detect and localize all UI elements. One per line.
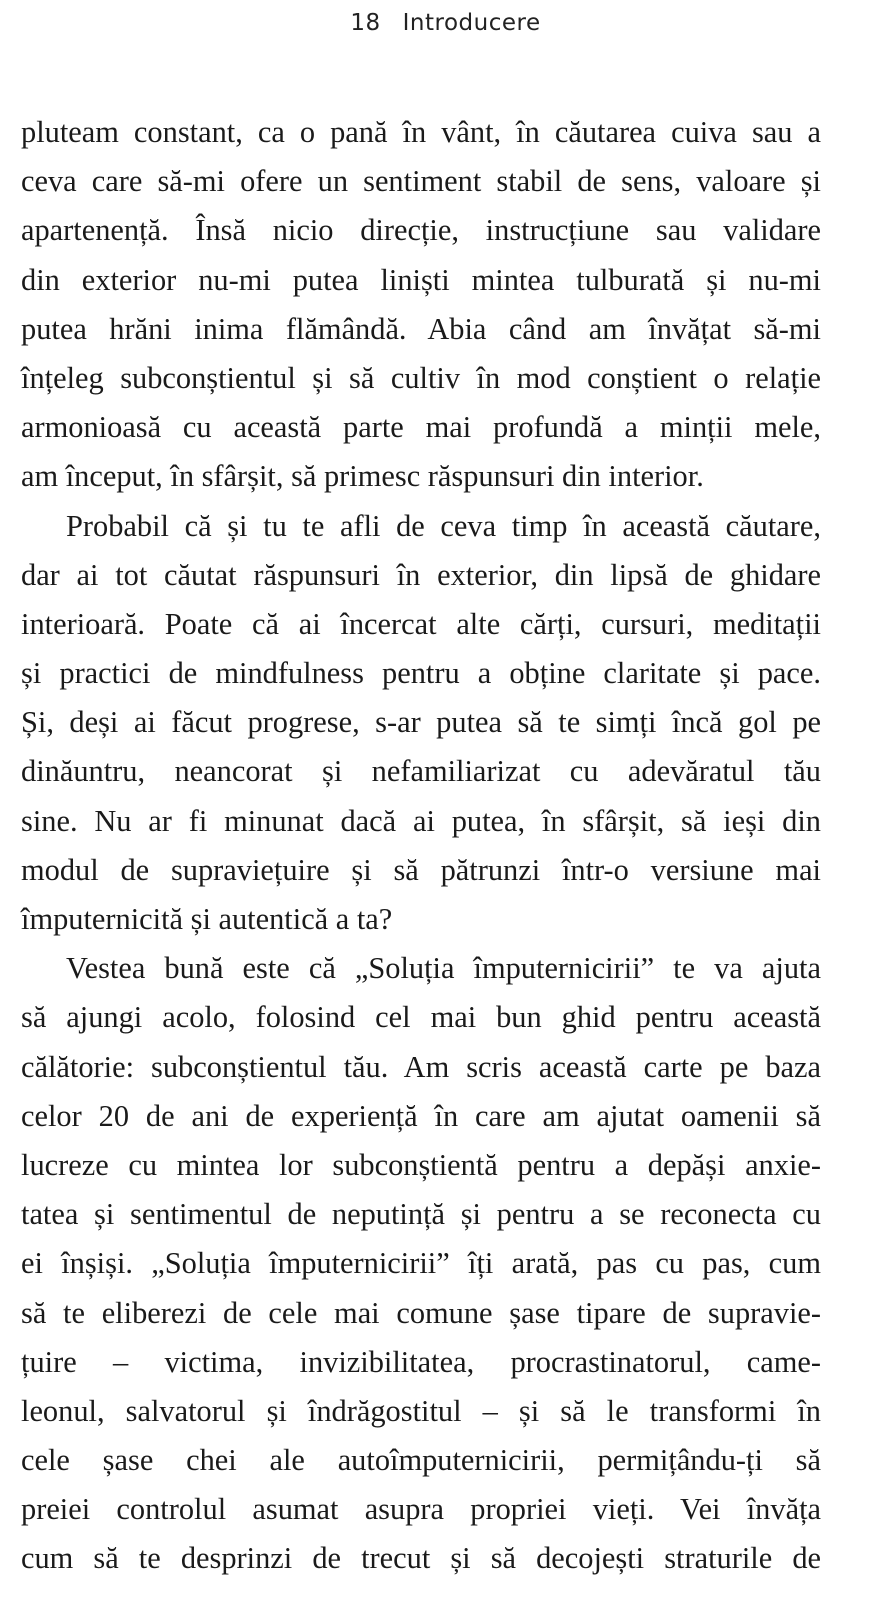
text-line: cele șase chei ale autoîmputernicirii, permițându-ți să — [21, 1443, 821, 1478]
chapter-title: Introducere — [402, 10, 541, 36]
text-line: țuire – victima, invizibilitatea, procrastinatorul, came- — [21, 1344, 821, 1379]
text-line: preiei controlul asumat asupra propriei vieți. Vei învăța — [21, 1492, 821, 1527]
text-line: din exterior nu-mi putea liniști mintea tulburată și nu-mi — [21, 262, 821, 297]
text-line: dar ai tot căutat răspunsuri în exterior, din lipsă de ghidare — [21, 557, 821, 592]
text-line: cum să te desprinzi de trecut și să decojești straturile de — [21, 1541, 821, 1576]
paragraph-start-line: Vestea bună este că „Soluția împuternicirii” te va ajuta — [66, 951, 821, 986]
text-line: și practici de mindfulness pentru a obține claritate și pace. — [21, 656, 821, 691]
text-line: interioară. Poate că ai încercat alte cărți, cursuri, meditații — [21, 606, 821, 641]
text-line: putea hrăni inima flămândă. Abia când am învățat să-mi — [21, 311, 821, 346]
text-line: tatea și sentimentul de neputință și pentru a se reconecta cu — [21, 1197, 821, 1232]
text-line: împuternicită și autentică a ta? — [21, 902, 393, 936]
text-line: ei înșiși. „Soluția împuternicirii” îți arată, pas cu pas, cum — [21, 1246, 821, 1281]
text-line: să ajungi acolo, folosind cel mai bun ghid pentru această — [21, 1000, 821, 1035]
text-line: modul de supraviețuire și să pătrunzi într-o versiune mai — [21, 852, 821, 887]
text-line: apartenență. Însă nicio direcție, instrucțiune sau validare — [21, 213, 821, 248]
text-line: călătorie: subconștientul tău. Am scris această carte pe baza — [21, 1049, 821, 1084]
text-line: Și, deși ai făcut progrese, s-ar putea să te simți încă gol pe — [21, 705, 821, 740]
text-line: am început, în sfârșit, să primesc răspunsuri din interior. — [21, 459, 704, 494]
text-line: ceva care să-mi ofere un sentiment stabil de sens, valoare și — [21, 164, 821, 199]
text-line: să te eliberezi de cele mai comune șase tipare de supravie- — [21, 1295, 821, 1330]
body-text — [21, 108, 821, 1584]
text-line: dinăuntru, neancorat și nefamiliarizat cu adevăratul tău — [21, 754, 821, 789]
text-line: sine. Nu ar fi minunat dacă ai putea, în sfârșit, să ieși din — [21, 803, 821, 838]
text-line: înțeleg subconștientul și să cultiv în mod conștient o relație — [21, 360, 821, 395]
text-line: leonul, salvatorul și îndrăgostitul – și să le transformi în — [21, 1393, 821, 1428]
page-number: 18 — [350, 10, 381, 36]
text-line: armonioasă cu această parte mai profundă a minții mele, — [21, 410, 821, 445]
text-line: pluteam constant, ca o pană în vânt, în căutarea cuiva sau a — [21, 115, 821, 149]
running-header — [0, 10, 891, 36]
paragraph-start-line: Probabil că și tu te afli de ceva timp în această căutare, — [66, 508, 821, 543]
text-line: lucreze cu mintea lor subconștientă pentru a depăși anxie- — [21, 1147, 821, 1182]
text-line: celor 20 de ani de experiență în care am ajutat oamenii să — [21, 1098, 821, 1133]
